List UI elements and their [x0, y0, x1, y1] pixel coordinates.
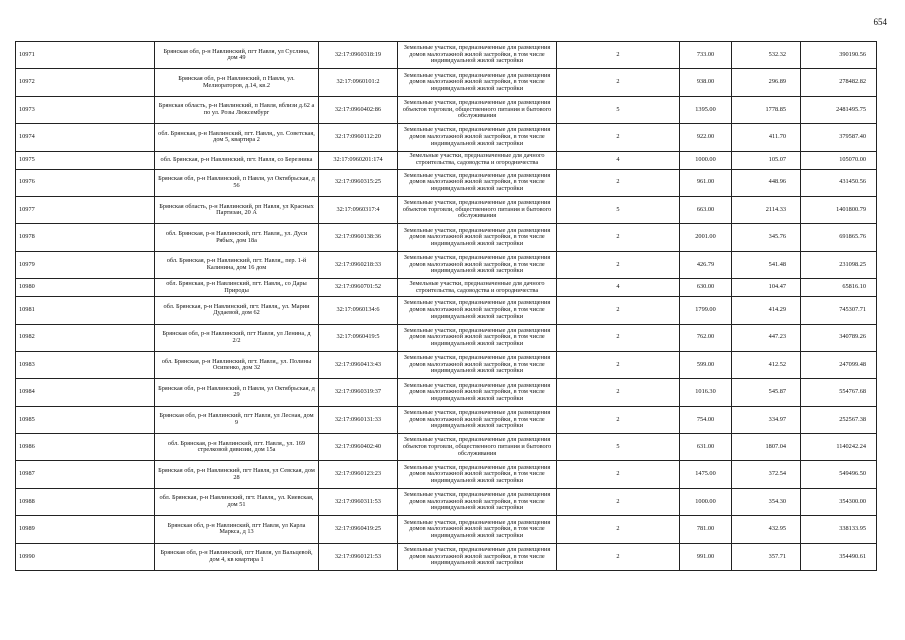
group-cell: 2 — [557, 251, 680, 278]
area-cell: 1395.00 — [680, 96, 732, 123]
land-use-cell: Земельные участки, предназначенные для размещения объектов торговли, общественного питания и бытового обслуживания — [398, 196, 557, 223]
address-cell: Брянская область, р-н Навлинский, п Навля, вблизи д.62 а по ул. Розы Люксембург — [155, 96, 319, 123]
cadastral-value-cell: 379587.40 — [801, 124, 877, 151]
table-row — [16, 251, 877, 278]
page-number: 654 — [873, 17, 887, 27]
row-number: 10973 — [16, 96, 155, 123]
cadastral-value-cell: 2481495.75 — [801, 96, 877, 123]
address-cell: Брянская обл, р-н Навлинский, пгт Навля, ул Севская, дом 28 — [155, 461, 319, 488]
cadastral-number-cell: 32:17:0960701:52 — [319, 279, 398, 297]
group-cell: 2 — [557, 42, 680, 69]
land-use-cell: Земельные участки, предназначенные для размещения домов малоэтажной жилой застройки, в том числе индивидуальной жилой застройки — [398, 251, 557, 278]
cadastral-value-cell: 390190.56 — [801, 42, 877, 69]
cadastral-value-cell: 231098.25 — [801, 251, 877, 278]
table-row — [16, 461, 877, 488]
address-cell: Брянская область, р-н Навлинский, рп Навля, ул Красных Партизан, 20 А — [155, 196, 319, 223]
unit-value-cell: 541.48 — [732, 251, 801, 278]
unit-value-cell: 354.30 — [732, 488, 801, 515]
cadastral-number-cell: 32:17:0960121:53 — [319, 543, 398, 570]
row-number: 10986 — [16, 434, 155, 461]
land-use-cell: Земельные участки, предназначенные для размещения домов малоэтажной жилой застройки, в том числе индивидуальной жилой застройки — [398, 516, 557, 543]
cadastral-value-cell: 247099.48 — [801, 351, 877, 378]
unit-value-cell: 1778.85 — [732, 96, 801, 123]
area-cell: 781.00 — [680, 516, 732, 543]
row-number: 10972 — [16, 69, 155, 96]
address-cell: обл. Брянская, р-н Навлинский, пгт. Навля,, пер. 1-й Калинина, дом 16 дом — [155, 251, 319, 278]
table-row — [16, 169, 877, 196]
group-cell: 2 — [557, 324, 680, 351]
row-number: 10977 — [16, 196, 155, 223]
group-cell: 2 — [557, 488, 680, 515]
cadastral-number-cell: 32:17:0960218:33 — [319, 251, 398, 278]
area-cell: 938.00 — [680, 69, 732, 96]
area-cell: 1799.00 — [680, 297, 732, 324]
cadastral-value-cell: 691865.76 — [801, 224, 877, 251]
group-cell: 2 — [557, 379, 680, 406]
unit-value-cell: 412.52 — [732, 351, 801, 378]
land-use-cell: Земельные участки, предназначенные для размещения домов малоэтажной жилой застройки, в том числе индивидуальной жилой застройки — [398, 406, 557, 433]
table-body — [16, 42, 877, 571]
cadastral-value-cell: 252567.38 — [801, 406, 877, 433]
unit-value-cell: 357.71 — [732, 543, 801, 570]
group-cell: 2 — [557, 224, 680, 251]
land-use-cell: Земельные участки, предназначенные для размещения объектов торговли, общественного питания и бытового обслуживания — [398, 96, 557, 123]
cadastral-number-cell: 32:17:0960311:53 — [319, 488, 398, 515]
table-row — [16, 434, 877, 461]
area-cell: 630.00 — [680, 279, 732, 297]
table-row — [16, 69, 877, 96]
cadastral-number-cell: 32:17:0960131:33 — [319, 406, 398, 433]
cadastral-number-cell: 32:17:0960318:19 — [319, 42, 398, 69]
unit-value-cell: 1807.04 — [732, 434, 801, 461]
row-number: 10988 — [16, 488, 155, 515]
cadastral-value-cell: 554767.68 — [801, 379, 877, 406]
land-use-cell: Земельные участки, предназначенные для размещения домов малоэтажной жилой застройки, в том числе индивидуальной жилой застройки — [398, 324, 557, 351]
group-cell: 5 — [557, 96, 680, 123]
row-number: 10983 — [16, 351, 155, 378]
row-number: 10976 — [16, 169, 155, 196]
cadastral-number-cell: 32:17:0960201:174 — [319, 151, 398, 169]
cadastral-value-cell: 340789.26 — [801, 324, 877, 351]
address-cell: обл. Брянская, р-н Навлинский, пгт. Навля,, ул. Полины Осипенко, дом 32 — [155, 351, 319, 378]
row-number: 10982 — [16, 324, 155, 351]
unit-value-cell: 532.32 — [732, 42, 801, 69]
area-cell: 733.00 — [680, 42, 732, 69]
table-row — [16, 488, 877, 515]
land-use-cell: Земельные участки, предназначенные для размещения домов малоэтажной жилой застройки, в том числе индивидуальной жилой застройки — [398, 488, 557, 515]
row-number: 10979 — [16, 251, 155, 278]
cadastral-number-cell: 32:17:0960138:36 — [319, 224, 398, 251]
cadastral-number-cell: 32:17:0960402:40 — [319, 434, 398, 461]
area-cell: 1475.00 — [680, 461, 732, 488]
group-cell: 5 — [557, 434, 680, 461]
land-use-cell: Земельные участки, предназначенные для размещения домов малоэтажной жилой застройки, в том числе индивидуальной жилой застройки — [398, 543, 557, 570]
table-row — [16, 124, 877, 151]
address-cell: Брянская обл, р-н Навлинский, пгт Навля, ул Ленина, д 2/2 — [155, 324, 319, 351]
land-use-cell: Земельные участки, предназначенные для размещения домов малоэтажной жилой застройки, в том числе индивидуальной жилой застройки — [398, 297, 557, 324]
land-use-cell: Земельные участки, предназначенные для дачного строительства, садоводства и огородничества — [398, 279, 557, 297]
group-cell: 2 — [557, 516, 680, 543]
cadastral-value-cell: 105070.00 — [801, 151, 877, 169]
cadastral-value-cell: 745307.71 — [801, 297, 877, 324]
address-cell: Брянская обл, р-н Навлинский, п Навля, ул Октябрьская, д 29 — [155, 379, 319, 406]
land-use-cell: Земельные участки, предназначенные для размещения домов малоэтажной жилой застройки, в том числе индивидуальной жилой застройки — [398, 224, 557, 251]
row-number: 10984 — [16, 379, 155, 406]
unit-value-cell: 414.29 — [732, 297, 801, 324]
table-row — [16, 324, 877, 351]
area-cell: 599.00 — [680, 351, 732, 378]
land-use-cell: Земельные участки, предназначенные для размещения домов малоэтажной жилой застройки, в том числе индивидуальной жилой застройки — [398, 42, 557, 69]
row-number: 10980 — [16, 279, 155, 297]
address-cell: обл. Брянская, р-н Навлинский, пгт. Навля,, ул. Марии Дудаевой, дом 62 — [155, 297, 319, 324]
address-cell: Брянская обл, р-н Навлинский, пгт Навля, ул Суслина, дом 49 — [155, 42, 319, 69]
cadastral-value-cell: 65816.10 — [801, 279, 877, 297]
unit-value-cell: 372.54 — [732, 461, 801, 488]
cadastral-number-cell: 32:17:0960419:25 — [319, 516, 398, 543]
address-cell: Брянская обл, р-н Навлинский, п Навля, ул Октябрьская, д 56 — [155, 169, 319, 196]
group-cell: 2 — [557, 169, 680, 196]
unit-value-cell: 432.95 — [732, 516, 801, 543]
table-row — [16, 406, 877, 433]
address-cell: Брянская обл, р-н Навлинский, п Навля, ул. Мелиораторов, д.14, кв.2 — [155, 69, 319, 96]
land-use-cell: Земельные участки, предназначенные для размещения объектов торговли, общественного питания и бытового обслуживания — [398, 434, 557, 461]
table-row — [16, 297, 877, 324]
cadastral-value-cell: 338133.95 — [801, 516, 877, 543]
table-row — [16, 96, 877, 123]
unit-value-cell: 104.47 — [732, 279, 801, 297]
unit-value-cell: 448.96 — [732, 169, 801, 196]
table-row — [16, 224, 877, 251]
land-use-cell: Земельные участки, предназначенные для дачного строительства, садоводства и огородничества — [398, 151, 557, 169]
cadastral-number-cell: 32:17:0960315:25 — [319, 169, 398, 196]
cadastral-value-cell: 1401800.79 — [801, 196, 877, 223]
group-cell: 4 — [557, 151, 680, 169]
land-use-cell: Земельные участки, предназначенные для размещения домов малоэтажной жилой застройки, в том числе индивидуальной жилой застройки — [398, 69, 557, 96]
group-cell: 2 — [557, 406, 680, 433]
area-cell: 1000.00 — [680, 488, 732, 515]
area-cell: 754.00 — [680, 406, 732, 433]
row-number: 10987 — [16, 461, 155, 488]
cadastral-value-cell: 354300.00 — [801, 488, 877, 515]
cadastral-number-cell: 32:17:0960402:86 — [319, 96, 398, 123]
cadastral-number-cell: 32:17:0960413:43 — [319, 351, 398, 378]
area-cell: 762.00 — [680, 324, 732, 351]
address-cell: обл. Брянская, р-н Навлинский, пгт. Навля, со Березника — [155, 151, 319, 169]
area-cell: 922.00 — [680, 124, 732, 151]
group-cell: 2 — [557, 297, 680, 324]
table-row — [16, 543, 877, 570]
area-cell: 663.00 — [680, 196, 732, 223]
address-cell: Брянская обл, р-н Навлинский, пгт Навля, ул Вальцевой, дом 4, кв квартира 1 — [155, 543, 319, 570]
group-cell: 4 — [557, 279, 680, 297]
address-cell: обл. Брянская, р-н Навлинский, пгт. Навля,, ул. Киевская, дом 51 — [155, 488, 319, 515]
row-number: 10985 — [16, 406, 155, 433]
address-cell: обл. Брянская, р-н Навлинский, пгт. Навля,, ул. Советская, дом 5, квартира 2 — [155, 124, 319, 151]
area-cell: 631.00 — [680, 434, 732, 461]
group-cell: 2 — [557, 461, 680, 488]
group-cell: 2 — [557, 543, 680, 570]
cadastral-number-cell: 32:17:0960123:23 — [319, 461, 398, 488]
land-use-cell: Земельные участки, предназначенные для размещения домов малоэтажной жилой застройки, в том числе индивидуальной жилой застройки — [398, 124, 557, 151]
row-number: 10989 — [16, 516, 155, 543]
unit-value-cell: 411.70 — [732, 124, 801, 151]
unit-value-cell: 345.76 — [732, 224, 801, 251]
row-number: 10978 — [16, 224, 155, 251]
unit-value-cell: 2114.33 — [732, 196, 801, 223]
land-use-cell: Земельные участки, предназначенные для размещения домов малоэтажной жилой застройки, в том числе индивидуальной жилой застройки — [398, 461, 557, 488]
group-cell: 2 — [557, 351, 680, 378]
group-cell: 2 — [557, 124, 680, 151]
table-row — [16, 516, 877, 543]
table-row — [16, 279, 877, 297]
area-cell: 2001.00 — [680, 224, 732, 251]
row-number: 10974 — [16, 124, 155, 151]
row-number: 10971 — [16, 42, 155, 69]
cadastral-number-cell: 32:17:0960419:5 — [319, 324, 398, 351]
cadastral-value-cell: 431450.56 — [801, 169, 877, 196]
land-use-cell: Земельные участки, предназначенные для размещения домов малоэтажной жилой застройки, в том числе индивидуальной жилой застройки — [398, 379, 557, 406]
table-row — [16, 42, 877, 69]
address-cell: обл. Брянская, р-н Навлинский, пгт. Навля,, ул. 169 стрелковой дивизии, дом 15а — [155, 434, 319, 461]
table-row — [16, 351, 877, 378]
row-number: 10981 — [16, 297, 155, 324]
row-number: 10975 — [16, 151, 155, 169]
unit-value-cell: 545.87 — [732, 379, 801, 406]
unit-value-cell: 296.89 — [732, 69, 801, 96]
cadastral-number-cell: 32:17:0960134:6 — [319, 297, 398, 324]
address-cell: Брянская обл, р-н Навлинский, пгт Навля, ул Карла Маркса, д 13 — [155, 516, 319, 543]
area-cell: 1016.30 — [680, 379, 732, 406]
address-cell: Брянская обл, р-н Навлинский, пгт Навля, ул Лесная, дом 9 — [155, 406, 319, 433]
table-row — [16, 196, 877, 223]
cadastral-number-cell: 32:17:0960112:20 — [319, 124, 398, 151]
cadastral-value-cell: 549496.50 — [801, 461, 877, 488]
cadastral-number-cell: 32:17:0960101:2 — [319, 69, 398, 96]
address-cell: обл. Брянская, р-н Навлинский, пгт. Навля,, со Дары Природы — [155, 279, 319, 297]
cadastral-value-cell: 278482.82 — [801, 69, 877, 96]
area-cell: 991.00 — [680, 543, 732, 570]
land-use-cell: Земельные участки, предназначенные для размещения домов малоэтажной жилой застройки, в том числе индивидуальной жилой застройки — [398, 169, 557, 196]
cadastral-value-cell: 354490.61 — [801, 543, 877, 570]
table-row — [16, 151, 877, 169]
unit-value-cell: 334.97 — [732, 406, 801, 433]
cadastral-number-cell: 32:17:0960317:4 — [319, 196, 398, 223]
area-cell: 426.79 — [680, 251, 732, 278]
area-cell: 961.00 — [680, 169, 732, 196]
row-number: 10990 — [16, 543, 155, 570]
area-cell: 1000.00 — [680, 151, 732, 169]
cadastral-value-cell: 1140242.24 — [801, 434, 877, 461]
group-cell: 2 — [557, 69, 680, 96]
unit-value-cell: 447.23 — [732, 324, 801, 351]
table-row — [16, 379, 877, 406]
cadastral-number-cell: 32:17:0960319:37 — [319, 379, 398, 406]
unit-value-cell: 105.07 — [732, 151, 801, 169]
cadastral-value-table — [15, 41, 877, 571]
address-cell: обл. Брянская, р-н Навлинский, пгт. Навля,, ул. Дуси Рябых, дом 18а — [155, 224, 319, 251]
land-use-cell: Земельные участки, предназначенные для размещения домов малоэтажной жилой застройки, в том числе индивидуальной жилой застройки — [398, 351, 557, 378]
group-cell: 5 — [557, 196, 680, 223]
